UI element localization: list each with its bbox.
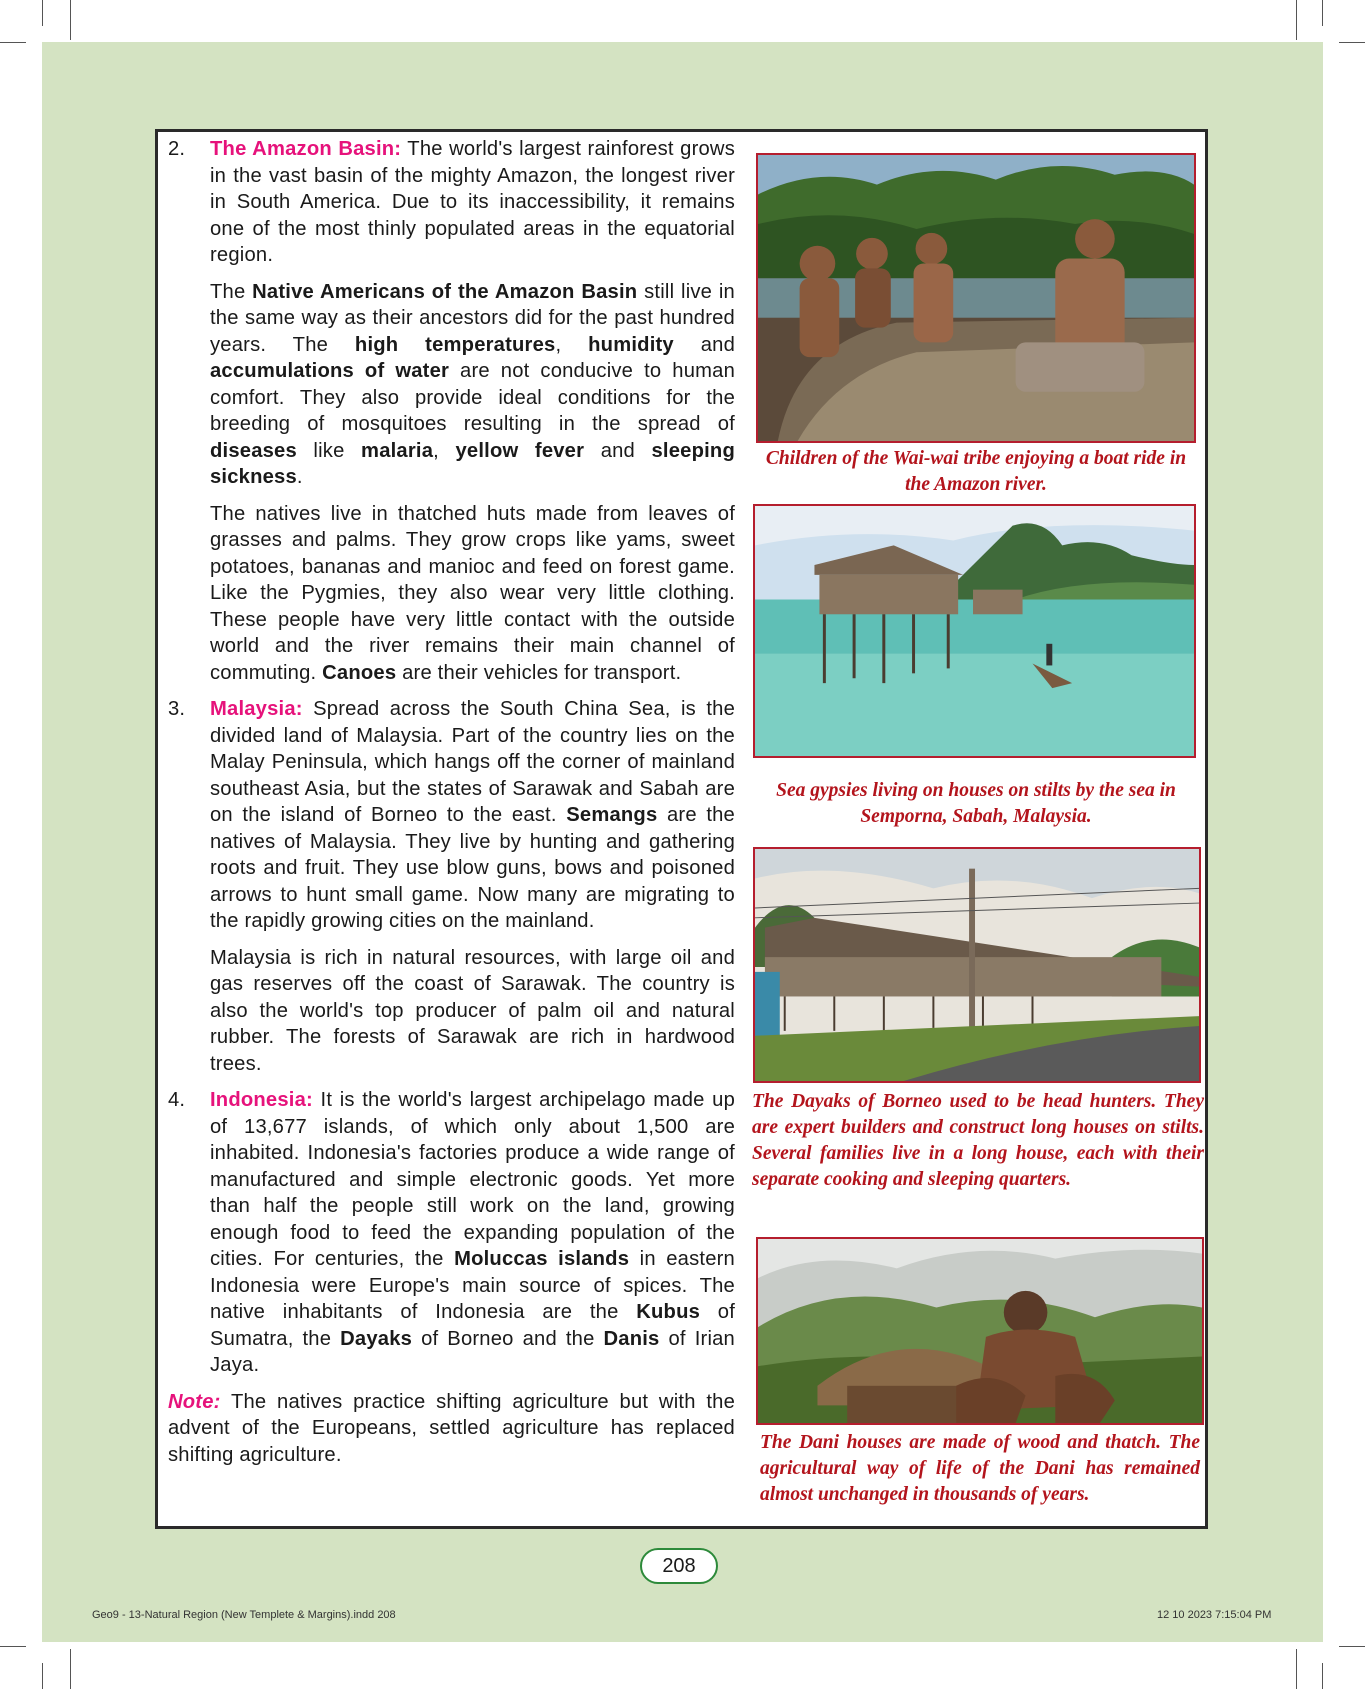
note-text: The natives practice shifting agriculture but with the advent of the Europeans, settled agriculture has replaced shifting agriculture. — [168, 1390, 735, 1466]
list-number: 4. — [168, 1089, 186, 1111]
longhouse-photo — [753, 847, 1201, 1083]
paragraph — [210, 1087, 735, 1379]
text-run: are their vehicles for transport. — [396, 661, 682, 684]
text-run: of Sumatra, the — [210, 1301, 735, 1350]
text-run: are the natives of Malaysia. They live by hunting and gathering roots and fruit. They use blow guns, bows and poisoned arrows to hunt small game. Now many are migrating to the rapidly growing cities on the mainland. — [210, 804, 735, 932]
note-label: Note: — [168, 1390, 221, 1413]
section-heading: Indonesia: — [210, 1089, 313, 1111]
text-run: of Borneo and the — [412, 1327, 604, 1350]
stilt-houses-sea-photo — [753, 504, 1196, 758]
bold-term: Native Americans of the Amazon Basin — [252, 280, 638, 303]
text-run: Spread across the South China Sea, is the divided land of Malaysia. Part of the country lies on the Malay Peninsula, which hangs off the corner of mainland southeast Asia, but the states of Sarawak and Sabah are on the island of Borneo to the east. — [210, 698, 735, 826]
content-frame — [155, 129, 1208, 1529]
page-number: 208 — [640, 1548, 718, 1584]
text-run: of Irian Jaya. — [210, 1327, 735, 1376]
crop-mark — [42, 1663, 43, 1689]
paragraph — [210, 501, 735, 687]
bold-term: accumulations of water — [210, 360, 450, 382]
list-number: 3. — [168, 698, 186, 720]
section-heading: The Amazon Basin: — [210, 138, 402, 160]
text-run: It is the world's largest archipelago made up of 13,677 islands, of which only about 1,500 are inhabited. Indonesia's factories produce a wide range of manufactured and simple electronic goods. Yet more than half the people still work on the land, growing enough food to feed the expanding population of the cities. For centuries, the — [210, 1089, 735, 1270]
paragraph-text: The world's largest rainforest grows in the vast basin of the mighty Amazon, the longest river in South America. Due to its inaccessibility, it remains one of the most thinly populated areas in the equatorial region. — [210, 138, 735, 266]
figure-caption: Sea gypsies living on houses on stilts by the sea in Semporna, Sabah, Malaysia. — [776, 780, 1176, 827]
dani-hut-photo — [756, 1237, 1204, 1425]
crop-mark — [1339, 1646, 1365, 1647]
crop-mark — [70, 0, 71, 40]
text-run: . — [296, 466, 303, 488]
crop-mark — [1296, 0, 1297, 40]
figure-caption: The Dayaks of Borneo used to be head hunters. They are expert builders and construct long houses on stilts. Several families live in a long house, each with their separate cooking and sleeping quarters. — [752, 1091, 1204, 1190]
text-run: still live in the same way as their ancestors did for the past hundred years. The — [210, 280, 735, 356]
bold-term: Moluccas islands — [454, 1248, 630, 1270]
crop-mark — [70, 1649, 71, 1689]
boat-children-photo — [756, 153, 1196, 443]
paragraph: Malaysia is rich in natural resources, with large oil and gas reserves off the coast of Sarawak. The country is also the world's top producer of palm oil and natural rubber. The forests of Sarawak are rich in hardwood trees. — [210, 946, 735, 1075]
bold-term: Kubus — [636, 1301, 701, 1323]
text-run: The natives live in thatched huts made from leaves of grasses and palms. They grow crops like yams, sweet potatoes, bananas and manioc and feed on forest game. Like the Pygmies, they also wear very little clothing. These people have very little contact with the outside world and the river remains their main channel of commuting. — [210, 502, 735, 684]
text-run: like — [296, 439, 362, 462]
crop-mark — [0, 42, 26, 43]
file-slug: Geo9 - 13-Natural Region (New Templete & Margins).indd 208 — [92, 1609, 396, 1621]
paragraph — [210, 279, 735, 491]
note-paragraph — [168, 1389, 735, 1469]
text-run: The — [210, 280, 253, 303]
crop-mark — [1296, 1649, 1297, 1689]
crop-mark — [0, 1646, 26, 1647]
paragraph — [210, 696, 735, 935]
crop-mark — [42, 0, 43, 26]
list-number: 2. — [168, 138, 186, 160]
bold-term: malaria — [361, 439, 434, 462]
bold-term: high temperatures — [354, 333, 556, 356]
crop-mark — [1322, 0, 1323, 26]
bold-term: yellow fever — [455, 439, 585, 462]
crop-mark — [1339, 42, 1365, 43]
text-column — [168, 136, 735, 1488]
bold-term: humidity — [588, 333, 674, 356]
bold-term: sleeping sickness — [210, 439, 735, 488]
text-run: , — [433, 439, 456, 462]
section-indonesia — [168, 1087, 735, 1379]
section-malaysia — [168, 696, 735, 1077]
text-run: , — [555, 333, 589, 356]
crop-mark — [1322, 1663, 1323, 1689]
paragraph — [210, 136, 735, 269]
text-run: and — [584, 439, 652, 462]
bold-term: Danis — [603, 1327, 660, 1350]
bold-term: Canoes — [322, 661, 397, 684]
text-run: are not conducive to human comfort. They also provide ideal conditions for the breeding of mosquitoes resulting in the spread of — [210, 360, 735, 435]
text-run: and — [673, 333, 735, 356]
section-amazon-basin — [168, 136, 735, 686]
section-heading: Malaysia: — [210, 698, 303, 720]
figure-caption: Children of the Wai-wai tribe enjoying a boat ride in the Amazon river. — [765, 448, 1187, 495]
bold-term: Dayaks — [340, 1327, 413, 1350]
bold-term: Semangs — [566, 804, 658, 826]
text-run: in eastern Indonesia were Europe's main source of spices. The native inhabitants of Indonesia are the — [210, 1248, 735, 1323]
figure-caption: The Dani houses are made of wood and thatch. The agricultural way of life of the Dani has remained almost unchanged in thousands of years. — [760, 1432, 1200, 1505]
bold-term: diseases — [210, 439, 297, 462]
timestamp-slug: 12 10 2023 7:15:04 PM — [1157, 1609, 1272, 1621]
